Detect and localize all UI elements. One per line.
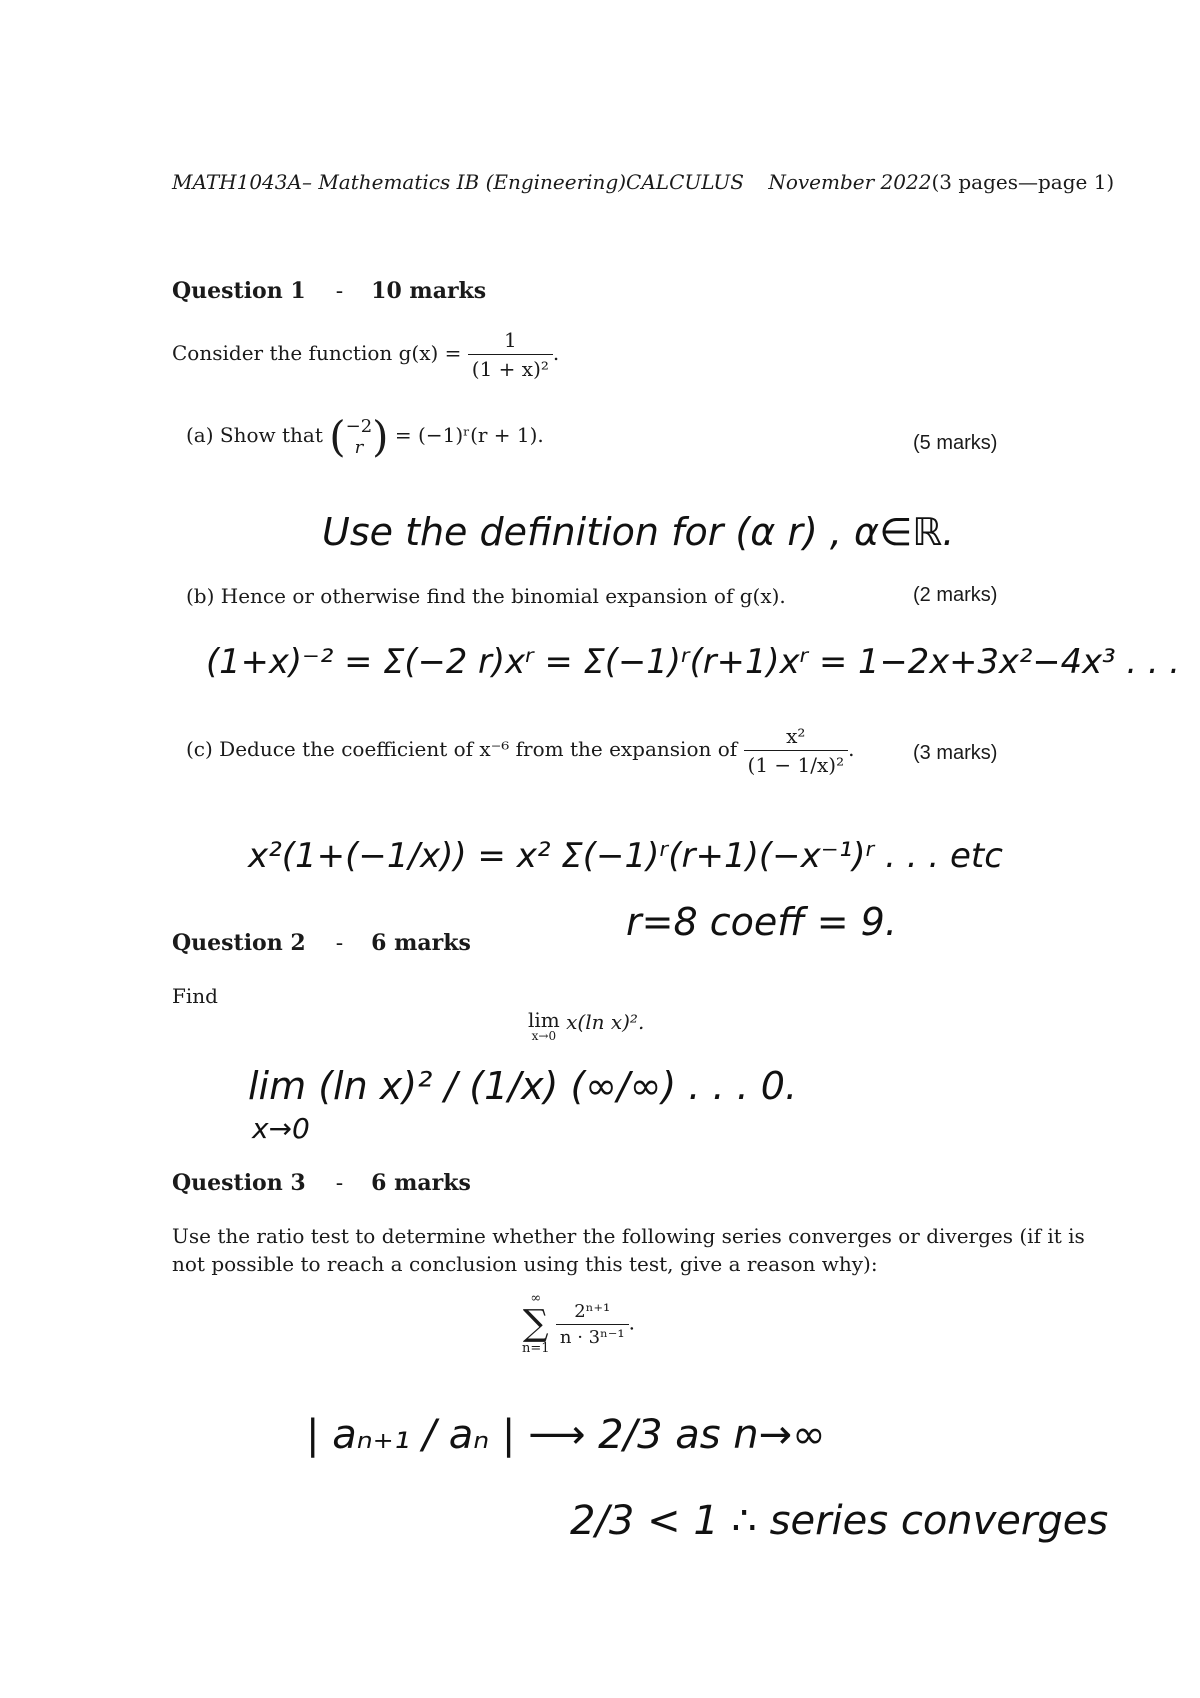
question-1-title: Question 1 (172, 278, 306, 304)
question-3-dash: - (335, 1171, 344, 1196)
q2-limit-operator (528, 1010, 560, 1042)
q1-a-binom-bottom: r (354, 436, 364, 458)
q3-sum-upper: ∞ (530, 1291, 542, 1306)
q3-series-denominator: n · 3ⁿ⁻¹ (559, 1326, 625, 1348)
q1-c-text: (c) Deduce the coefficient of x⁻⁶ from the expansion of (186, 737, 738, 761)
question-2-marks: 6 marks (371, 930, 471, 956)
q3-sigma (522, 1292, 550, 1356)
question-3-marks: 6 marks (371, 1170, 471, 1196)
question-1-marks: 10 marks (371, 278, 487, 304)
q1-part-c: (c) Deduce the coefficient of x⁻⁶ from the expansion of $\frac{\text{x²}}{\text{(1 − 1/x)²}}$ . (186, 724, 855, 777)
q1-part-a (186, 412, 544, 461)
q1-intro-text: Consider the function g(x) = (172, 341, 462, 365)
q2-handwritten-sub: x→0 (252, 1112, 310, 1145)
q1-c-handwritten-answer-2: r=8 coeff = 9. (626, 900, 897, 944)
q1-a-handwritten-answer: Use the definition for (α r) , α∈ℝ. (322, 510, 955, 554)
q1-c-fraction (744, 724, 849, 777)
q1-c-marks: (3 marks) (913, 742, 998, 764)
q2-lim-sub: x→0 (531, 1029, 557, 1043)
course-code: MATH1043A (172, 170, 302, 194)
question-2-heading (172, 930, 471, 956)
q3-text-line-2: not possible to reach a conclusion using this test, give a reason why): (172, 1252, 878, 1276)
q3-sigma-symbol: ∑ (522, 1303, 549, 1344)
header-sep: – (301, 170, 312, 194)
course-title: Mathematics IB (Engineering)CALCULUS (318, 170, 744, 194)
q2-lim-word: lim (528, 1008, 560, 1032)
q1-b-marks: (2 marks) (913, 584, 998, 606)
q2-handwritten-answer: lim (ln x)² / (1/x) (∞/∞) . . . 0. (248, 1064, 798, 1108)
page-count: (3 pages—page 1) (931, 170, 1115, 194)
q3-sum-lower: n=1 (522, 1341, 550, 1356)
q2-find: Find (172, 984, 218, 1008)
q3-series-numerator: 2ⁿ⁺¹ (556, 1301, 629, 1325)
q1-b-handwritten-answer: (1+x)⁻² = Σ(−2 r)xʳ = Σ(−1)ʳ(r+1)xʳ = 1−2x+3x²−4x³ . . . (206, 642, 1180, 682)
exam-date: November 2022 (768, 170, 932, 194)
q3-handwritten-answer-1: | aₙ₊₁ / aₙ | ⟶ 2/3 as n→∞ (306, 1412, 826, 1458)
q1-intro: Consider the function g(x) = $\frac{1}{\text{(1 + x)²}}$ . (172, 328, 560, 381)
question-2-title: Question 2 (172, 930, 306, 956)
q1-intro-fraction (468, 328, 553, 381)
q1-a-paren-open: ( (329, 412, 346, 461)
q3-handwritten-answer-2: 2/3 < 1 ∴ series converges (570, 1498, 1109, 1544)
q1-a-marks: (5 marks) (913, 432, 998, 454)
q1-intro-denominator: (1 + x)² (471, 357, 549, 381)
q1-a-paren-close: ) (372, 412, 389, 461)
q3-series: ∞ ∑ n=1 $\frac{\text{2ⁿ⁺¹}}{\text{n · 3ⁿ⁻¹}}$ . (522, 1291, 635, 1356)
question-3-title: Question 3 (172, 1170, 306, 1196)
q2-limit-expression: x(ln x)². (566, 1010, 645, 1034)
q1-a-label: (a) Show that (186, 423, 323, 447)
q1-c-denominator: (1 − 1/x)² (747, 753, 845, 777)
q1-c-handwritten-answer-1: x²(1+(−1/x)) = x² Σ(−1)ʳ(r+1)(−x⁻¹)ʳ . . . etc (248, 836, 1003, 876)
question-1-dash: - (335, 279, 344, 304)
q1-b-text: (b) Hence or otherwise find the binomial expansion of g(x). (186, 584, 786, 608)
q1-c-numerator: x² (744, 724, 849, 751)
q3-text-line-1: Use the ratio test to determine whether the following series converges or diverges (if it is (172, 1224, 1085, 1248)
q1-a-rhs: = (−1)ʳ(r + 1). (394, 423, 544, 447)
question-2-dash: - (335, 931, 344, 956)
q1-a-binomial (346, 416, 373, 458)
page-header (172, 170, 1114, 194)
q1-a-binom-top: −2 (345, 415, 373, 437)
q2-limit (528, 1010, 644, 1042)
q1-intro-numerator: 1 (468, 328, 553, 355)
question-1-heading (172, 278, 486, 304)
q3-series-fraction (556, 1301, 629, 1348)
question-3-heading (172, 1170, 471, 1196)
